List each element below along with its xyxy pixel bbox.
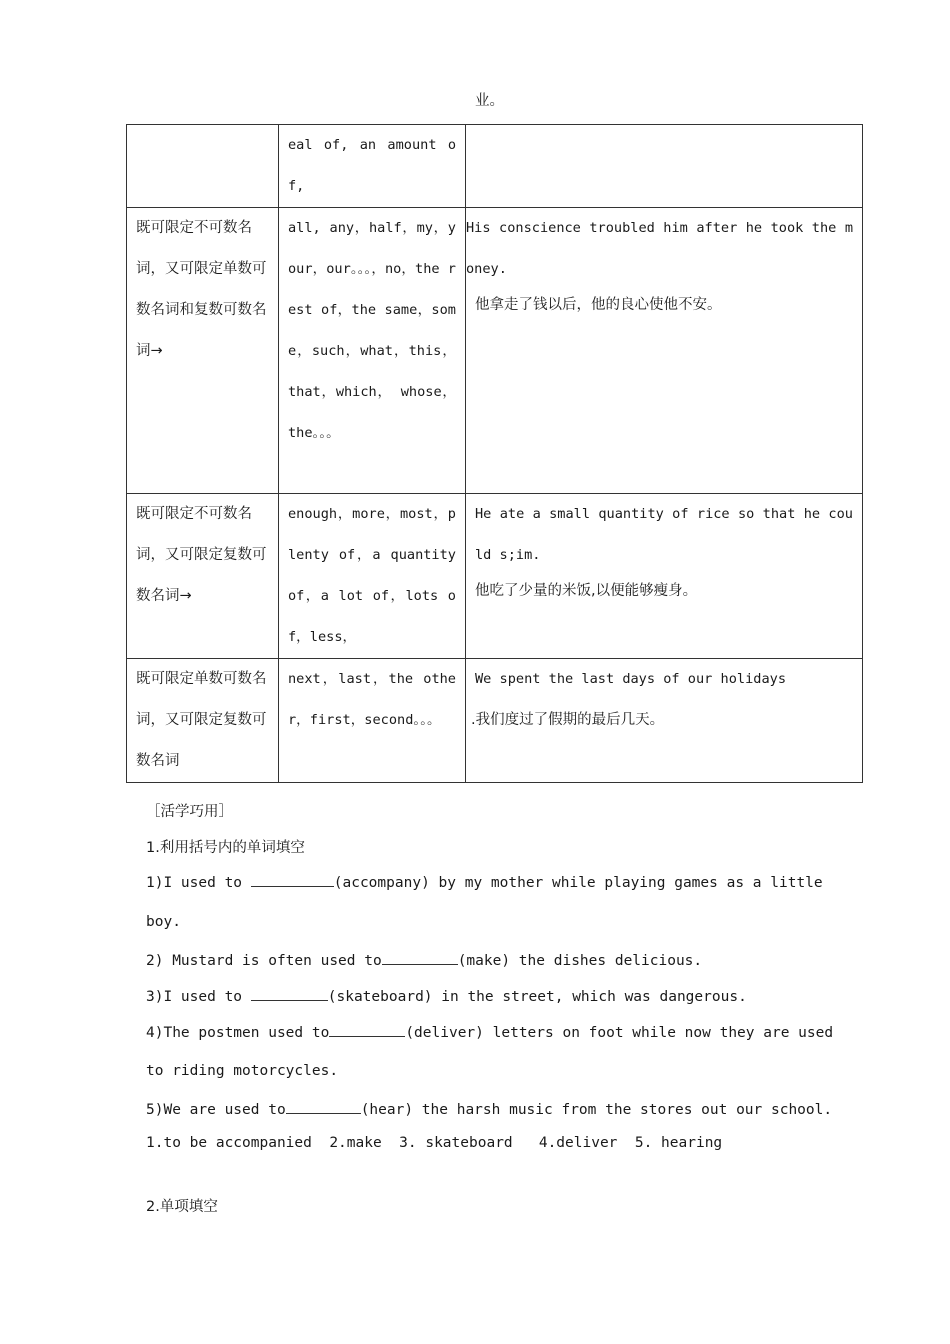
example-chinese: 他拿走了钱以后，他的良心使他不安。 — [475, 297, 722, 313]
example-chinese: .我们度过了假期的最后几天。 — [471, 712, 665, 728]
answer-blank[interactable] — [251, 986, 328, 1001]
question-2: 2) Mustard is often used to (make) the dishes delicious. — [146, 950, 702, 969]
practice-heading: ［活学巧用］ — [146, 804, 233, 820]
grammar-table — [126, 93, 863, 783]
words-cell: next，last，the other，first，second。。。 — [279, 659, 466, 783]
category-cell: 既可限定单数可数名词，又可限定复数可数名词 — [127, 659, 279, 783]
answer-blank[interactable] — [329, 1022, 405, 1037]
part1-title: 1.利用括号内的单词填空 — [146, 840, 305, 856]
question-4: 4)The postmen used to (deliver) letters on foot while now they are used — [146, 1022, 833, 1041]
question-1-continued: boy. — [146, 914, 181, 930]
answer-blank[interactable] — [286, 1099, 361, 1114]
example-cell — [466, 93, 863, 208]
example-cell — [466, 494, 863, 659]
part2-title: 2.单项填空 — [146, 1199, 218, 1215]
words-cell: eal of, an amount of, — [279, 125, 466, 208]
answer-key: 1.to be accompanied 2.make 3. skateboard 4.deliver 5. hearing — [146, 1135, 723, 1151]
example-english: We spent the last days of our holidays — [475, 671, 786, 687]
category-cell: 既可限定不可数名词，又可限定复数可数名词→ — [127, 494, 279, 659]
question-4-continued: to riding motorcycles. — [146, 1063, 339, 1079]
table-row — [127, 125, 863, 208]
category-cell — [127, 125, 279, 208]
answer-blank[interactable] — [251, 872, 334, 887]
question-3: 3)I used to (skateboard) in the street, which was dangerous. — [146, 986, 747, 1005]
table-row — [127, 659, 863, 783]
table-row — [127, 494, 863, 659]
example-cell — [466, 659, 863, 783]
example-chinese: 他吃了少量的米饭,以便能够瘦身。 — [475, 583, 698, 599]
answer-blank[interactable] — [382, 950, 458, 965]
example-chinese: 业。 — [475, 93, 504, 109]
words-cell: all, any，half，my，your，our。。。，no，the rest of，the same，some，such，what，this，that，which， whose，the。。。 — [279, 208, 466, 494]
category-cell: 既可限定不可数名词，又可限定单数可数名词和复数可数名词→ — [127, 208, 279, 494]
example-cell — [466, 208, 863, 494]
example-english: His conscience troubled him after he took the money. — [466, 220, 853, 277]
question-1: 1)I used to (accompany) by my mother while playing games as a little — [146, 872, 823, 891]
table-row — [127, 208, 863, 494]
question-5: 5)We are used to (hear) the harsh music from the stores out our school. — [146, 1099, 832, 1118]
example-english: He ate a small quantity of rice so that he could s;im. — [475, 506, 853, 563]
words-cell: enough，more，most，plenty of，a quantity of，a lot of，lots of，less， — [279, 494, 466, 659]
